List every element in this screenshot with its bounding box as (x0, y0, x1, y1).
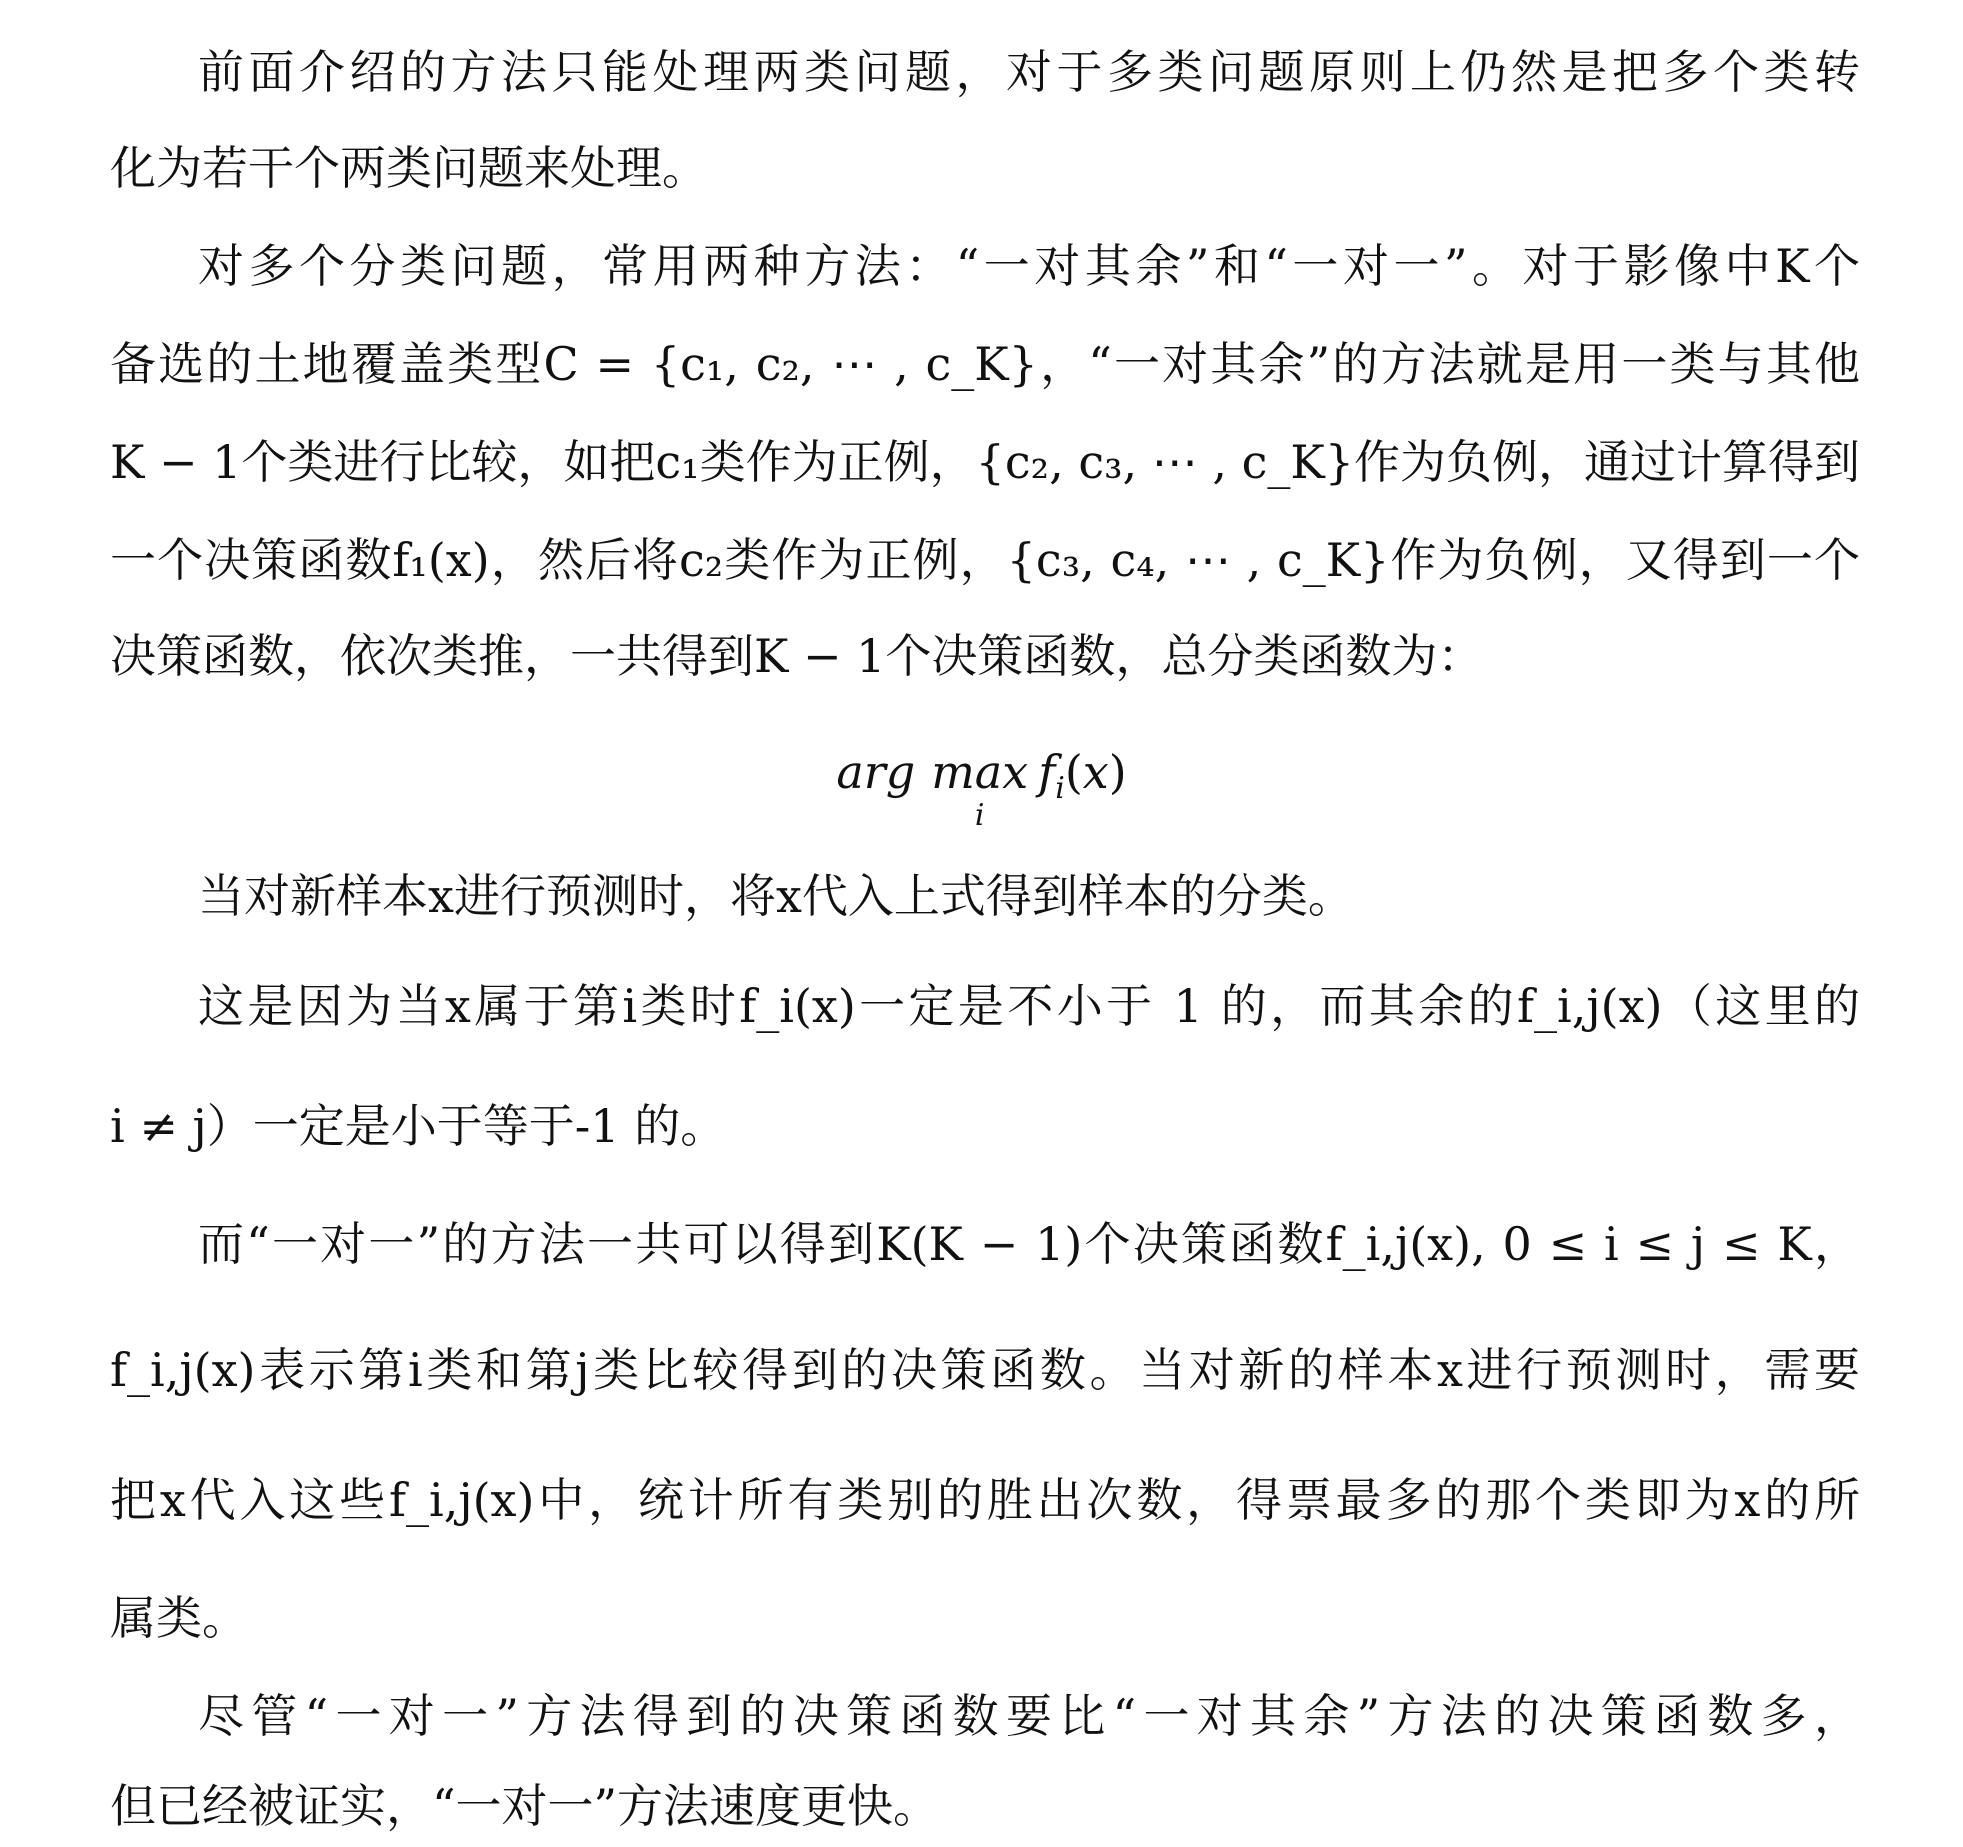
formula-open-paren: ( (1064, 745, 1083, 799)
formula-arg: arg (836, 745, 916, 799)
paragraph-5-line-1: 而“一对一”的方法一共可以得到K(K − 1)个决策函数f_i,j(x), 0 ≤ i ≤ j ≤ K， (198, 1217, 1860, 1271)
paragraph-2-line-2: 备选的土地覆盖类型C = {c₁, c₂, ⋯ , c_K}，“一对其余”的方法就是用一类与其他 (110, 337, 1860, 391)
paragraph-2-line-5: 决策函数，依次类推，一共得到K − 1个决策函数，总分类函数为： (110, 629, 1484, 683)
paragraph-2-line-1: 对多个分类问题，常用两种方法：“一对其余”和“一对一”。对于影像中K个 (198, 239, 1860, 293)
formula-max-subscript: i (974, 798, 985, 833)
paragraph-2-line-4: 一个决策函数f₁(x)，然后将c₂类作为正例，{c₃, c₄, ⋯ , c_K}作为负例，又得到一个 (110, 533, 1860, 587)
paragraph-1-line-2: 化为若干个两类问题来处理。 (110, 141, 708, 195)
paragraph-6-line-2: 但已经被证实，“一对一”方法速度更快。 (110, 1779, 940, 1833)
formula-close-paren: ) (1108, 745, 1127, 799)
paragraph-2-line-3: K − 1个类进行比较，如把c₁类作为正例，{c₂, c₃, ⋯ , c_K}作为负例，通过计算得到 (110, 435, 1861, 489)
formula-variable: x (1082, 745, 1109, 799)
argmax-formula (0, 742, 1963, 833)
formula-function-subscript: i (1055, 771, 1065, 807)
paragraph-1-line-1: 前面介绍的方法只能处理两类问题，对于多类问题原则上仍然是把多个类转 (198, 45, 1860, 99)
paragraph-3-line-1: 当对新样本x进行预测时，将x代入上式得到样本的分类。 (198, 869, 1354, 923)
paragraph-5-line-2: f_i,j(x)表示第i类和第j类比较得到的决策函数。当对新的样本x进行预测时，需要 (110, 1343, 1860, 1397)
formula-max: max (931, 745, 1029, 799)
paragraph-4-line-2: i ≠ j）一定是小于等于-1 的。 (110, 1099, 727, 1153)
formula-function: f (1038, 745, 1056, 799)
paragraph-5-line-4: 属类。 (110, 1591, 248, 1645)
paragraph-6-line-1: 尽管“一对一”方法得到的决策函数要比“一对其余”方法的决策函数多， (198, 1689, 1860, 1743)
paragraph-4-line-1: 这是因为当x属于第i类时f_i(x)一定是不小于 1 的，而其余的f_i,j(x)（这里的 (198, 979, 1860, 1033)
formula-max-block (931, 742, 1029, 833)
paragraph-5-line-3: 把x代入这些f_i,j(x)中，统计所有类别的胜出次数，得票最多的那个类即为x的所 (110, 1473, 1860, 1527)
